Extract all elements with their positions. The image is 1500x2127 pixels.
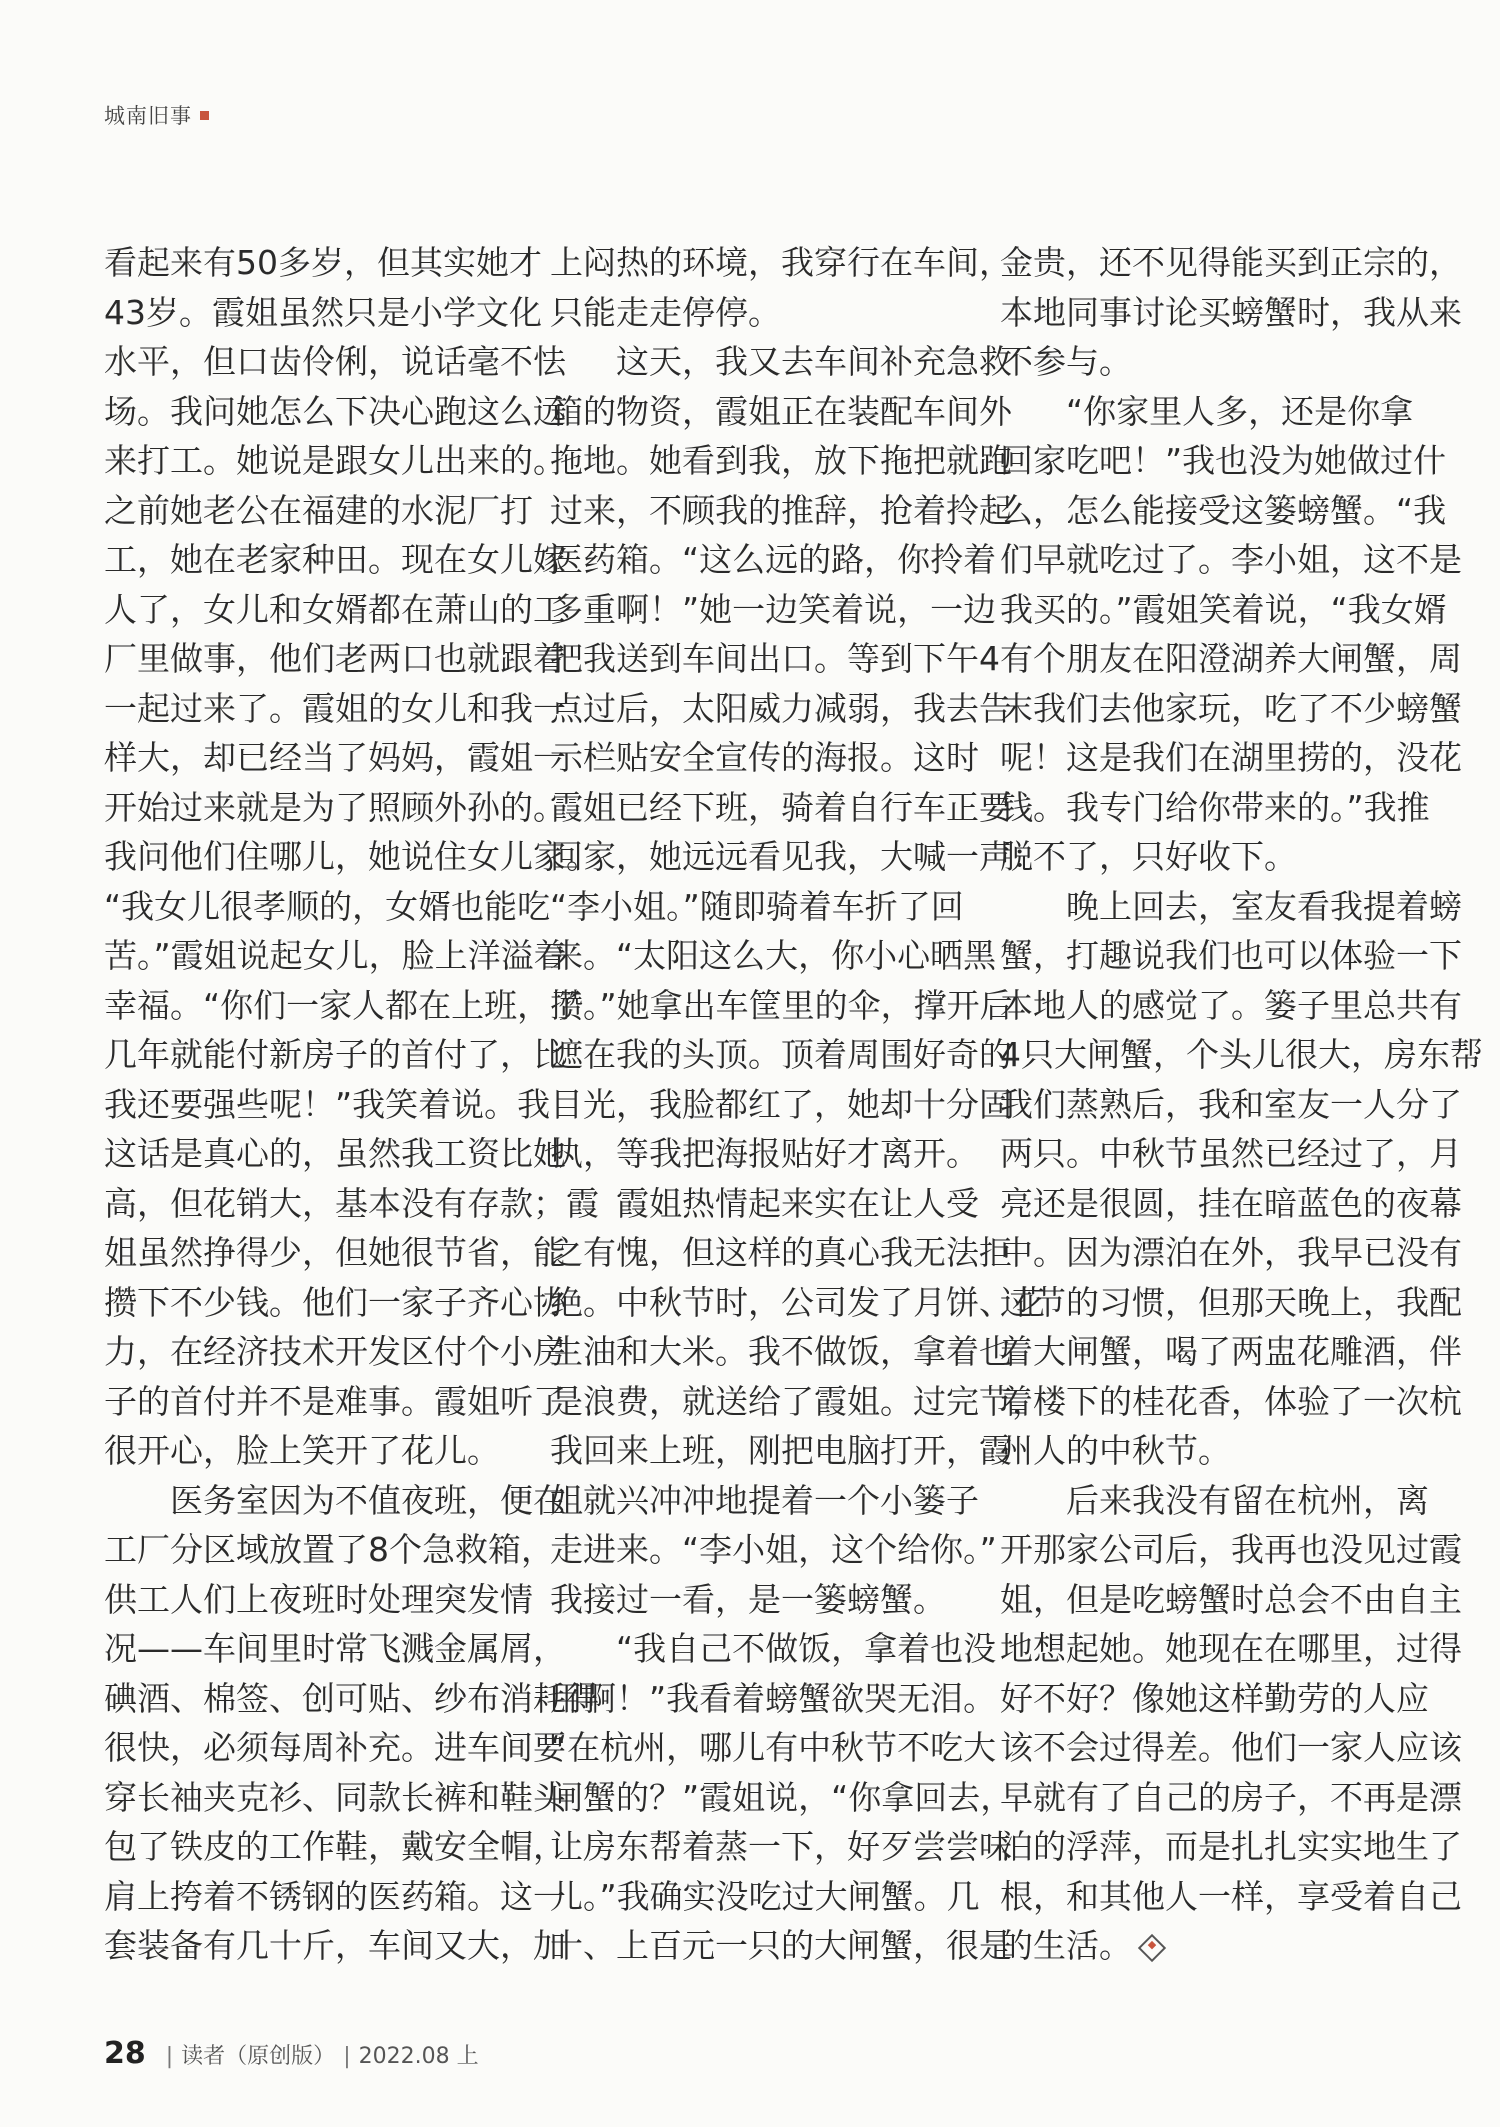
text-line: 我买的。”霞姐笑着说，“我女婿 (1000, 589, 1447, 629)
text-line: 包了铁皮的工作鞋，戴安全帽， (104, 1827, 566, 1866)
text-line: 我还要强些呢！”我笑着说。我 (104, 1084, 551, 1124)
text-line: 儿。”我确实没吃过大闸蟹。几 (550, 1876, 980, 1916)
text-line: 是浪费，就送给了霞姐。过完节， (550, 1381, 1045, 1421)
text-column-2 (550, 238, 1045, 1971)
text-line: 亮还是很圆，挂在暗蓝色的夜幕 (1000, 1183, 1462, 1223)
text-line: 医药箱。“这么远的路，你拎着 (550, 540, 997, 579)
text-line: 人了，女儿和女婿都在萧山的工 (104, 589, 566, 629)
article-end-icon (1138, 1933, 1166, 1961)
text-line: 力，在经济技术开发区付个小房 (104, 1332, 566, 1371)
text-line: 点过后，太阳威力减弱，我去告 (550, 688, 1012, 728)
text-line: 把我送到车间出口。等到下午4 (550, 639, 1000, 678)
text-line: 泊的浮萍，而是扎扎实实地生了 (1000, 1827, 1462, 1866)
text-line: 地想起她。她现在在哪里，过得 (1000, 1629, 1462, 1668)
text-line: 的生活。 (1000, 1921, 1404, 1971)
text-line: 况——车间里时常飞溅金属屑， (104, 1629, 566, 1668)
text-line: 回家吃吧！”我也没为她做过什 (1000, 441, 1447, 480)
text-line: “李小姐。”随即骑着车折了回 (550, 886, 964, 926)
text-line: “我自己不做饭，拿着也没 (550, 1629, 997, 1668)
text-line: 肩上挎着不锈钢的医药箱。这一 (104, 1876, 566, 1916)
text-line: 过节的习惯，但那天晚上，我配 (1000, 1282, 1462, 1322)
text-line: 我接过一看，是一篓螃蟹。 (550, 1579, 946, 1619)
text-line: 过来，不顾我的推辞，抢着拎起 (550, 490, 1012, 530)
text-line: 金贵，还不见得能买到正宗的， (1000, 243, 1462, 282)
text-line: 走进来。“李小姐，这个给你。” (550, 1530, 997, 1569)
text-line: 水平，但口齿伶俐，说话毫不怯 (104, 342, 566, 381)
text-line: 本地同事讨论买螃蟹时，我从来 (1000, 292, 1462, 332)
text-line: 州人的中秋节。 (1000, 1431, 1231, 1470)
text-line: 厂里做事，他们老两口也就跟着 (104, 639, 566, 678)
text-line: 这天，我又去车间补充急救 (550, 342, 1012, 381)
text-line: 根，和其他人一样，享受着自己 (1000, 1876, 1462, 1916)
text-line: 来打工。她说是跟女儿出来的。 (104, 441, 566, 480)
text-line: 不参与。 (1000, 342, 1132, 381)
footer-separator: | (343, 2044, 351, 2069)
text-line: 样大，却已经当了妈妈，霞姐一 (104, 738, 566, 777)
text-line: 钱。我专门给你带来的。”我推 (1000, 787, 1430, 827)
text-line: 让房东帮着蒸一下，好歹尝尝味 (550, 1827, 1012, 1866)
section-header (104, 100, 209, 130)
text-line: 看起来有50多岁，但其实她才 (104, 243, 542, 282)
text-line: 呢！这是我们在湖里捞的，没花 (1000, 738, 1462, 777)
text-line: 目光，我脸都红了，她却十分固 (550, 1084, 1012, 1124)
text-line: 这话是真心的，虽然我工资比她 (104, 1134, 566, 1173)
text-column-3 (1000, 238, 1483, 1971)
text-line: 苦。”霞姐说起女儿，脸上洋溢着 (104, 936, 567, 975)
text-column-1 (104, 238, 599, 1971)
text-line: 43岁。霞姐虽然只是小学文化 (104, 292, 542, 332)
text-line: 来。“太阳这么大，你小心晒黑 (550, 936, 997, 975)
page-number: 28 (104, 2036, 146, 2071)
text-line: 穿长袖夹克衫、同款长裤和鞋头 (104, 1777, 566, 1817)
text-line: 着楼下的桂花香，体验了一次杭 (1000, 1381, 1462, 1421)
section-title: 城南旧事 (104, 104, 192, 128)
footer-separator: | (165, 2044, 174, 2069)
text-line: 后来我没有留在杭州，离 (1000, 1480, 1429, 1520)
text-line: 多重啊！”她一边笑着说，一边 (550, 589, 997, 629)
text-line: 们早就吃过了。李小姐，这不是 (1000, 540, 1462, 579)
text-line: 高，但花销大，基本没有存款；霞 (104, 1183, 599, 1223)
text-line: “我女儿很孝顺的，女婿也能吃 (104, 886, 551, 926)
text-line: 示栏贴安全宣传的海报。这时 (550, 738, 979, 777)
text-line: 工，她在老家种田。现在女儿嫁 (104, 540, 566, 579)
text-line: “在杭州，哪儿有中秋节不吃大 (550, 1728, 997, 1767)
text-line: 生油和大米。我不做饭，拿着也 (550, 1332, 1012, 1371)
text-line: 很开心，脸上笑开了花儿。 (104, 1431, 500, 1470)
text-line: 4只大闸蟹，个头儿很大，房东帮 (1000, 1035, 1483, 1074)
text-line: 闸蟹的？”霞姐说，“你拿回去， (550, 1777, 1014, 1817)
text-line: 攒下不少钱。他们一家子齐心协 (104, 1282, 566, 1322)
text-line: 绝。中秋节时，公司发了月饼、花 (550, 1282, 1045, 1322)
text-line: 有个朋友在阳澄湖养大闸蟹，周 (1000, 639, 1462, 678)
text-line: 末我们去他家玩，吃了不少螃蟹 (1000, 688, 1462, 728)
text-line: 十、上百元一只的大闸蟹，很是 (550, 1926, 1012, 1965)
text-line: 很快，必须每周补充。进车间要 (104, 1728, 566, 1767)
magazine-name: 读者（原创版） (181, 2044, 336, 2069)
text-line: 回家，她远远看见我，大喊一声： (550, 837, 1045, 876)
text-line: 霞姐热情起来实在让人受 (550, 1183, 979, 1223)
text-line: 蟹，打趣说我们也可以体验一下 (1000, 936, 1462, 975)
text-line: 我回来上班，刚把电脑打开，霞 (550, 1431, 1012, 1470)
text-line: 么，怎么能接受这篓螃蟹。“我 (1000, 490, 1447, 530)
text-line: “你家里人多，还是你拿 (1000, 391, 1414, 431)
page-footer (104, 2036, 479, 2071)
text-line: 姐就兴冲冲地提着一个小篓子 (550, 1480, 979, 1520)
text-line: 开始过来就是为了照顾外孙的。 (104, 787, 566, 827)
text-line: 碘酒、棉签、创可贴、纱布消耗得 (104, 1678, 599, 1718)
text-line: 两只。中秋节虽然已经过了，月 (1000, 1134, 1462, 1173)
text-line: 着大闸蟹，喝了两盅花雕酒，伴 (1000, 1332, 1462, 1371)
text-line: 一起过来了。霞姐的女儿和我一 (104, 688, 566, 728)
text-line: 该不会过得差。他们一家人应该 (1000, 1728, 1462, 1767)
text-line: 幸福。“你们一家人都在上班，攒 (104, 985, 584, 1025)
text-line: 姐，但是吃螃蟹时总会不由自主 (1000, 1579, 1462, 1619)
text-line: 子的首付并不是难事。霞姐听了 (104, 1381, 566, 1421)
text-line: 医务室因为不值夜班，便在 (104, 1480, 566, 1520)
text-line: 我问他们住哪儿，她说住女儿家。 (104, 837, 599, 876)
text-line: 晚上回去，室友看我提着螃 (1000, 886, 1462, 926)
text-line: 上闷热的环境，我穿行在车间， (550, 243, 1012, 282)
text-line: 用啊！”我看着螃蟹欲哭无泪。 (550, 1678, 997, 1718)
text-line: 场。我问她怎么下决心跑这么远 (104, 391, 566, 431)
text-line: 只能走走停停。 (550, 292, 781, 332)
issue-date: 2022.08 上 (358, 2044, 479, 2069)
text-line: 遮在我的头顶。顶着周围好奇的 (550, 1035, 1012, 1074)
text-line: 我们蒸熟后，我和室友一人分了 (1000, 1084, 1462, 1124)
text-line: 霞姐已经下班，骑着自行车正要 (550, 787, 1012, 827)
text-line: 套装备有几十斤，车间又大，加 (104, 1926, 566, 1965)
text-line: 供工人们上夜班时处理突发情 (104, 1579, 533, 1619)
text-line: 中。因为漂泊在外，我早已没有 (1000, 1233, 1462, 1272)
text-line: 好不好？像她这样勤劳的人应 (1000, 1678, 1429, 1718)
text-line: 脱不了，只好收下。 (1000, 837, 1297, 876)
text-line: 工厂分区域放置了8个急救箱， (104, 1530, 554, 1569)
text-line: 之前她老公在福建的水泥厂打 (104, 490, 533, 530)
text-line: 姐虽然挣得少，但她很节省，能 (104, 1233, 566, 1272)
text-line: 拖地。她看到我，放下拖把就跑 (550, 441, 1012, 480)
text-line: 早就有了自己的房子，不再是漂 (1000, 1777, 1462, 1817)
text-line: 开那家公司后，我再也没见过霞 (1000, 1530, 1462, 1569)
section-marker-icon (200, 111, 209, 120)
text-line: 几年就能付新房子的首付了，比 (104, 1035, 566, 1074)
text-line: 本地人的感觉了。篓子里总共有 (1000, 985, 1462, 1025)
text-line: 了。”她拿出车筐里的伞，撑开后 (550, 985, 1013, 1025)
text-line: 箱的物资，霞姐正在装配车间外 (550, 391, 1012, 431)
text-line: 之有愧，但这样的真心我无法拒 (550, 1233, 1012, 1272)
text-line: 执，等我把海报贴好才离开。 (550, 1134, 979, 1173)
